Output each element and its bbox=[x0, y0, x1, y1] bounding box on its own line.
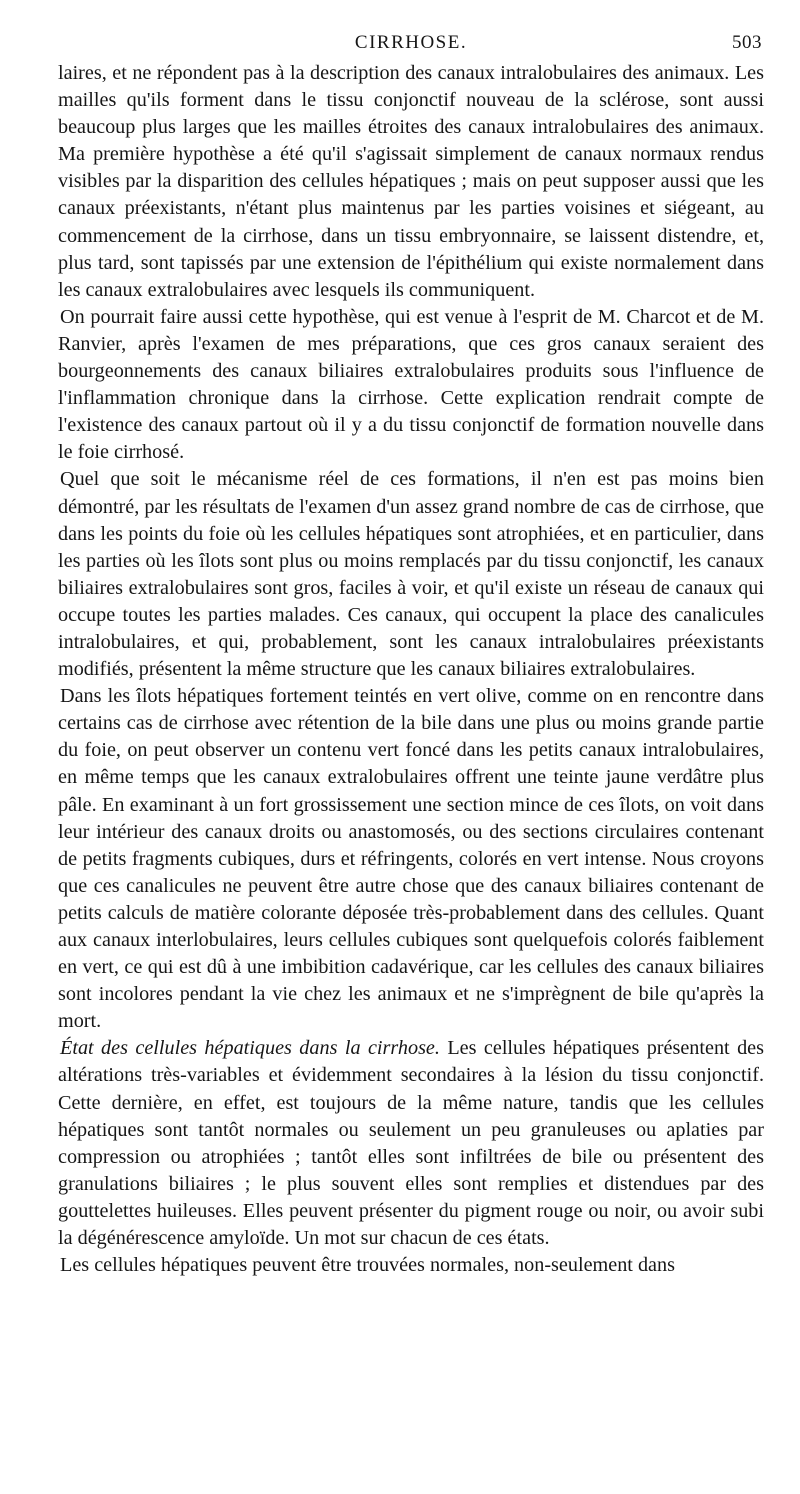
running-title: CIRRHOSE. bbox=[354, 32, 468, 53]
paragraph-etat-cellules bbox=[58, 1035, 764, 1252]
section-body: Les cellules hépatiques présentent des altérations très-variables et évidemment secondaires à la lésion du tissu conjonctif. Cette dernière, en effet, est toujours de la même nature, tandis que les cellules hépatiques sont tantôt normales ou seulement un peu granuleuses ou aplaties par compression ou atrophiées ; tantôt elles sont infiltrées de bile ou présentent des granulations biliaires ; le plus souvent elles sont remplies et distendues par des gouttelettes huileuses. Elles peuvent présenter du pigment rouge ou noir, ou avoir subi la dégénérescence amyloïde. Un mot sur chacun de ces états. bbox=[58, 1037, 764, 1250]
paragraph-ilots-vert-olive: Dans les îlots hépatiques fortement teintés en vert olive, comme on en rencontre dans certains cas de cirrhose avec rétention de la bile dans une plus ou moins grande partie du foie, on peut observer un contenu vert foncé dans les petits canaux intralobulaires, en même temps que les canaux extralobulaires offrent une teinte jaune verdâtre plus pâle. En examinant à un fort grossissement une section mince de ces îlots, on voit dans leur intérieur des canaux droits ou anastomosés, ou des sections circulaires contenant de petits fragments cubiques, durs et réfringents, colorés en vert intense. Nous croyons que ces canalicules ne peuvent être autre chose que des canaux biliaires contenant de petits calculs de matière colorante déposée très-probablement dans des cellules. Quant aux canaux interlobulaires, leurs cellules cubiques sont quelquefois colorés faiblement en vert, ce qui est dû à une imbibition cadavérique, car les cellules des canaux biliaires sont incolores pendant la vie chez les animaux et ne s'imprègnent de bile qu'après la mort. bbox=[58, 685, 764, 1033]
paragraph-hypothese-charcot-ranvier: On pourrait faire aussi cette hypothèse, qui est venue à l'esprit de M. Charcot et de M. Ranvier, après l'examen de mes préparations, que ces gros canaux seraient des bourgeonnements des canaux biliaires extralobulaires produits sous l'influence de l'inflammation chronique dans la cirrhose. Cette explication rendrait compte de l'existence des canaux partout où il y a du tissu conjonctif de formation nouvelle dans le foie cirrhosé. bbox=[58, 305, 764, 464]
page bbox=[58, 0, 764, 1277]
paragraph-cellules-normales: Les cellules hépatiques peuvent être trouvées normales, non-seulement dans bbox=[60, 1254, 675, 1277]
paragraph-canaux-intralobulaires: laires, et ne répondent pas à la description des canaux intralobulaires des animaux. Les mailles qu'ils forment dans le tissu conjonctif nouveau de la sclérose, sont aussi beaucoup plus larges que les mailles étroites des canaux intralobulaires des animaux. Ma première hypothèse a été qu'il s'agissait simplement de canaux normaux rendus visibles par la disparition des cellules hépatiques ; mais on peut supposer aussi que les canaux préexistants, n'étant plus maintenus par les parties voisines et siégeant, au commencement de la cirrhose, dans un tissu embryonnaire, se laissent distendre, et, plus tard, sont tapissés par une extension de l'épithélium qui existe normalement dans les canaux extralobulaires avec lesquels ils communiquent. bbox=[58, 62, 764, 301]
body-text bbox=[58, 60, 764, 1279]
running-head bbox=[58, 0, 764, 58]
section-heading: État des cellules hépatiques dans la cirrhose. bbox=[60, 1037, 440, 1060]
page-number: 503 bbox=[732, 32, 762, 53]
paragraph-mecanisme: Quel que soit le mécanisme réel de ces formations, il n'en est pas moins bien démontré, par les résultats de l'examen d'un assez grand nombre de cas de cirrhose, que dans les points du foie où les cellules hépatiques sont atrophiées, et en particulier, dans les parties où les îlots sont plus ou moins remplacés par du tissu conjonctif, les canaux biliaires extralobulaires sont gros, faciles à voir, et qu'il existe un réseau de canaux qui occupe toutes les parties malades. Ces canaux, qui occupent la place des canalicules intralobulaires, et qui, probablement, sont les canaux intralobulaires préexistants modifiés, présentent la même structure que les canaux biliaires extralobulaires. bbox=[58, 468, 764, 681]
